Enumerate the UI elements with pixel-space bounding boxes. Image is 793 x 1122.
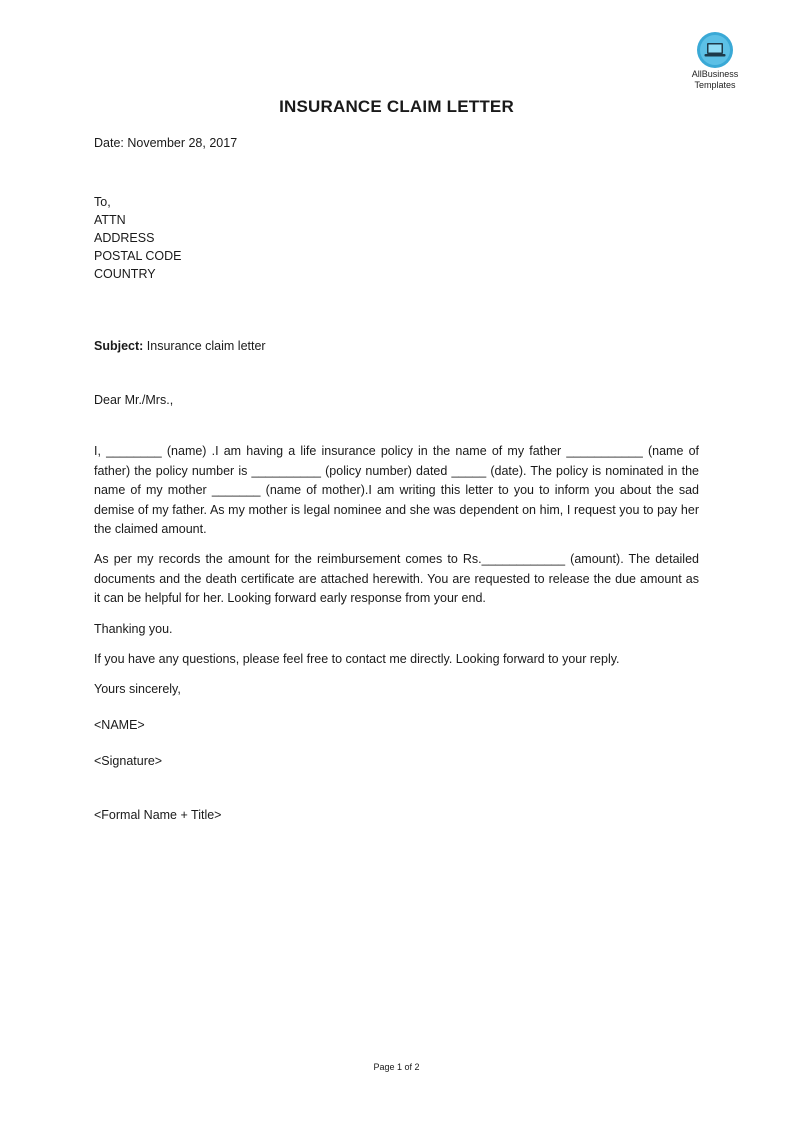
subject-line <box>94 337 266 355</box>
address-to: To, <box>94 195 111 209</box>
logo-text-line1: AllBusiness <box>691 69 739 79</box>
signature-placeholder: <Signature> <box>94 754 163 768</box>
document-title: INSURANCE CLAIM LETTER <box>279 97 514 116</box>
formal-name-placeholder: <Formal Name + Title> <box>94 808 222 822</box>
laptop-icon <box>697 32 733 68</box>
salutation: Dear Mr./Mrs., <box>94 393 174 407</box>
address-postal-code: POSTAL CODE <box>94 249 182 263</box>
address-country: COUNTRY <box>94 267 156 281</box>
body-paragraph-2: As per my records the amount for the reimbursement comes to Rs.____________ (amount). The detailed documents and the death certificate are attached herewith. You are requested to release the due amount as it can be helpful for her. Looking forward early response from your end. <box>94 552 699 605</box>
name-placeholder: <NAME> <box>94 718 145 732</box>
questions-line: If you have any questions, please feel free to contact me directly. Looking forward to your reply. <box>94 652 620 666</box>
thanks-line: Thanking you. <box>94 622 173 636</box>
logo-text-line2: Templates <box>694 80 736 90</box>
address-line: ADDRESS <box>94 231 155 245</box>
brand-logo[interactable] <box>680 32 750 90</box>
subject-text: Insurance claim letter <box>143 339 266 353</box>
subject-label: Subject: <box>94 339 144 353</box>
closing-line: Yours sincerely, <box>94 682 181 696</box>
recipient-address <box>94 193 182 283</box>
address-attn: ATTN <box>94 213 126 227</box>
page-number: Page 1 of 2 <box>373 1062 420 1072</box>
body-paragraph-1: I, ________ (name) .I am having a life insurance policy in the name of my father ___________ (name of father) the policy number is __________ (policy number) dated _____ (date). The policy is nominated in the name of my mother _______ (name of mother).I am writing this letter to you to inform you about the sad demise of my father. As my mother is legal nominee and she was dependent on him, I request you to pay her the claimed amount. <box>94 444 699 536</box>
date-line: Date: November 28, 2017 <box>94 136 238 150</box>
